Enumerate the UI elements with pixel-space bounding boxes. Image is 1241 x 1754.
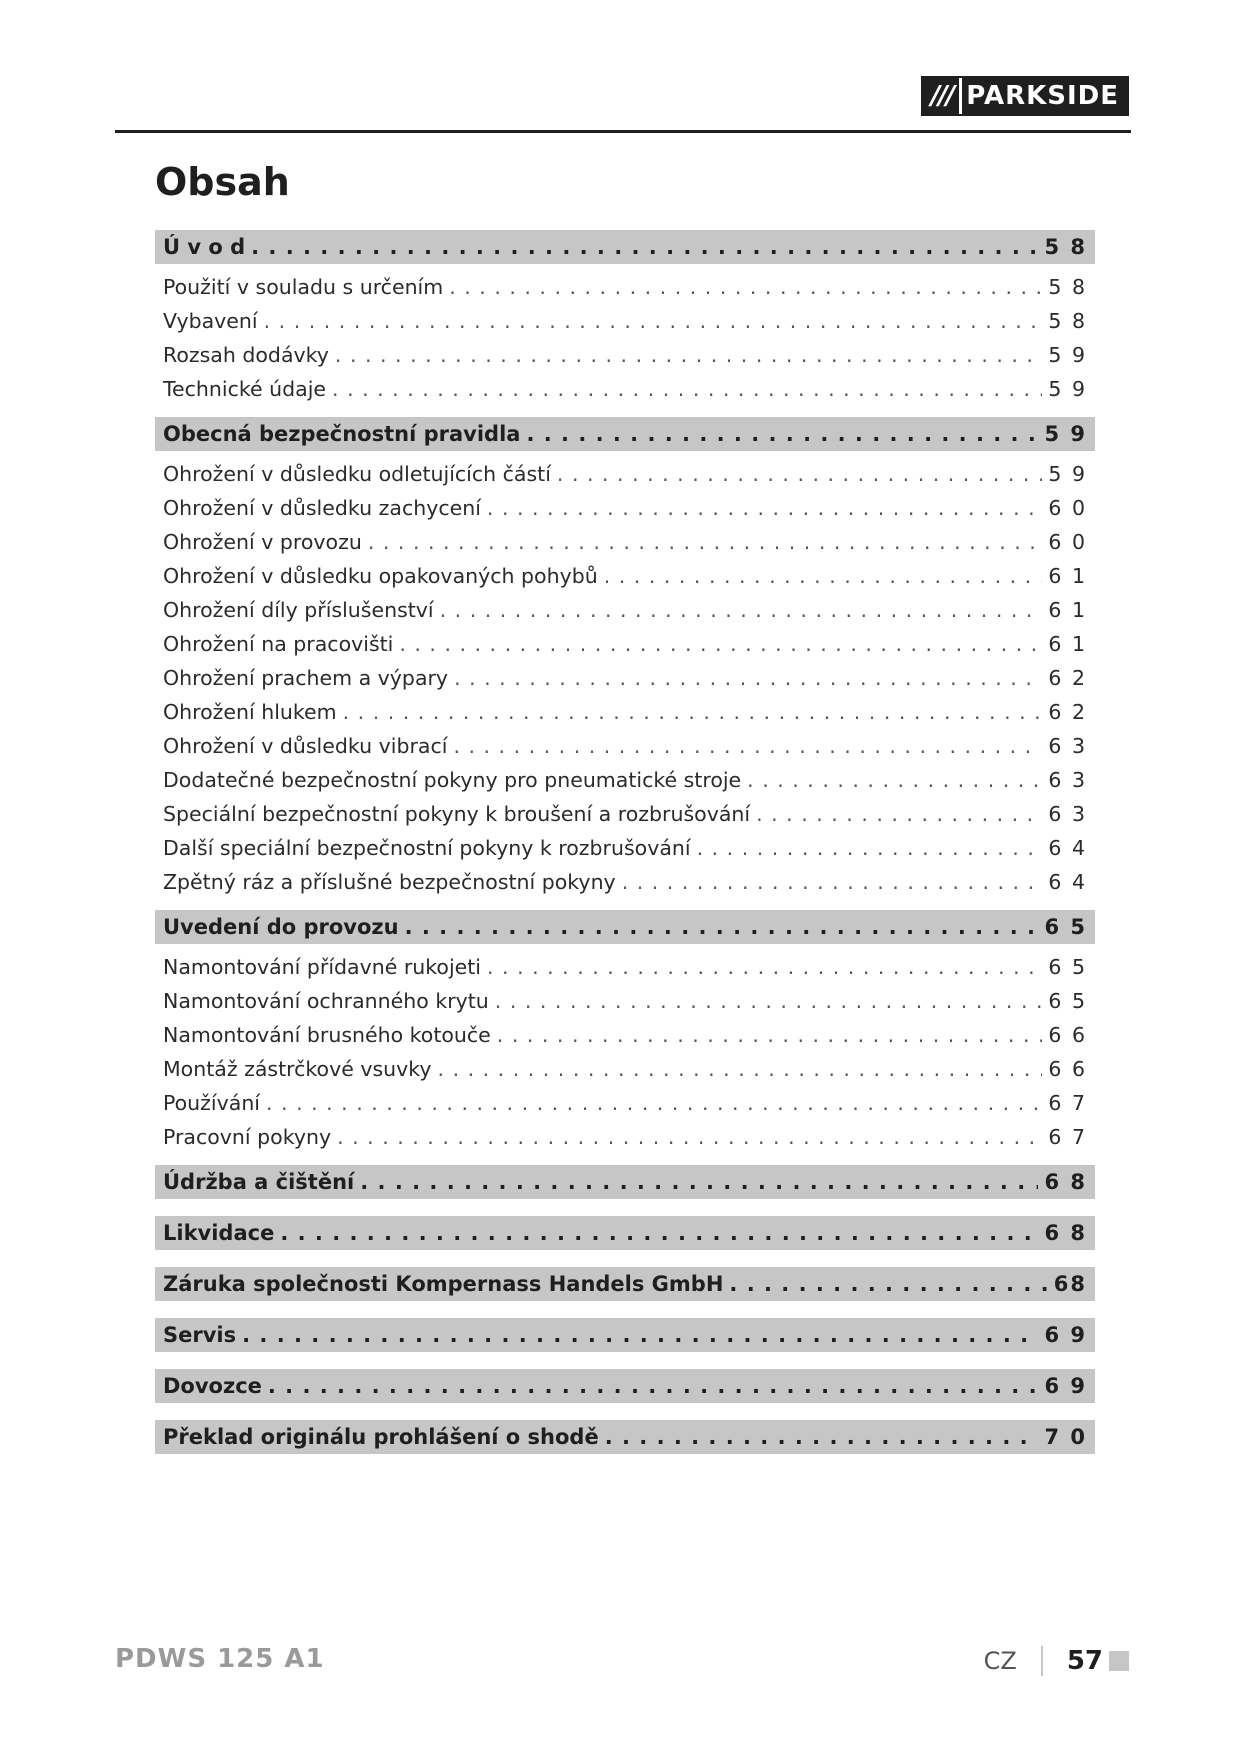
toc-entry-page: 6 8 — [1044, 1221, 1087, 1245]
header-rule — [115, 130, 1131, 133]
toc-section-heading[interactable] — [155, 1267, 1095, 1301]
toc-entry-label: Ohrožení prachem a výpary — [163, 666, 449, 690]
toc-entry-page: 5 9 — [1048, 343, 1087, 367]
toc-entry[interactable] — [155, 270, 1095, 304]
toc-dot-leader — [604, 564, 1043, 588]
toc-entry-page: 6 9 — [1044, 1323, 1087, 1347]
toc-entry-page: 6 1 — [1048, 632, 1087, 656]
toc-gap — [155, 1307, 1095, 1318]
toc-entry-page: 6 2 — [1048, 700, 1087, 724]
toc-entry[interactable] — [155, 661, 1095, 695]
toc-entry-label: Ú v o d — [163, 235, 246, 259]
toc-entry-label: Ohrožení v důsledku zachycení — [163, 496, 481, 520]
toc-entry-page: 5 9 — [1048, 377, 1087, 401]
table-of-contents — [155, 230, 1095, 1460]
toc-gap — [155, 406, 1095, 417]
footer-page-info — [984, 1644, 1129, 1678]
toc-dot-leader — [332, 377, 1042, 401]
toc-entry-page: 7 0 — [1044, 1425, 1087, 1449]
toc-dot-leader — [756, 802, 1042, 826]
toc-dot-leader — [264, 309, 1043, 333]
toc-entry-label: Montáž zástrčkové vsuvky — [163, 1057, 432, 1081]
toc-dot-leader — [337, 1125, 1042, 1149]
toc-entry[interactable] — [155, 593, 1095, 627]
toc-entry-label: Ohrožení v důsledku vibrací — [163, 734, 448, 758]
toc-entry-label: Vybavení — [163, 309, 258, 333]
toc-entry-page: 6 4 — [1048, 870, 1087, 894]
toc-entry[interactable] — [155, 457, 1095, 491]
toc-dot-leader — [487, 496, 1042, 520]
toc-entry-label: Pracovní pokyny — [163, 1125, 332, 1149]
toc-gap — [155, 1409, 1095, 1420]
toc-entry[interactable] — [155, 372, 1095, 406]
footer-separator — [1041, 1646, 1043, 1676]
toc-entry-label: Speciální bezpečnostní pokyny k broušení a rozbrušování — [163, 802, 751, 826]
toc-section-heading[interactable] — [155, 1318, 1095, 1352]
toc-gap — [155, 899, 1095, 910]
toc-dot-leader — [360, 1170, 1038, 1194]
toc-section-heading[interactable] — [155, 1420, 1095, 1454]
toc-dot-leader — [438, 1057, 1043, 1081]
toc-entry-page: 6 7 — [1048, 1125, 1087, 1149]
toc-entry-page: 6 3 — [1048, 768, 1087, 792]
toc-entry[interactable] — [155, 1052, 1095, 1086]
toc-entry-page: 6 2 — [1048, 666, 1087, 690]
toc-entry-page: 5 8 — [1044, 235, 1087, 259]
toc-entry-label: Obecná bezpečnostní pravidla — [163, 422, 521, 446]
footer-page-number: 57 — [1066, 1646, 1103, 1676]
footer-language: CZ — [983, 1647, 1017, 1675]
logo-slashes: /// — [930, 81, 954, 111]
toc-section-heading[interactable] — [155, 1216, 1095, 1250]
toc-section-heading[interactable] — [155, 1369, 1095, 1403]
toc-entry[interactable] — [155, 984, 1095, 1018]
toc-entry[interactable] — [155, 1120, 1095, 1154]
logo-brand-text: PARKSIDE — [959, 78, 1127, 114]
toc-entry[interactable] — [155, 559, 1095, 593]
toc-dot-leader — [495, 989, 1043, 1013]
toc-dot-leader — [454, 666, 1042, 690]
toc-entry[interactable] — [155, 1086, 1095, 1120]
toc-entry[interactable] — [155, 627, 1095, 661]
toc-entry-label: Ohrožení hlukem — [163, 700, 337, 724]
toc-entry-page: 6 5 — [1044, 915, 1087, 939]
toc-gap — [155, 1358, 1095, 1369]
toc-dot-leader — [242, 1323, 1038, 1347]
toc-gap — [155, 1154, 1095, 1165]
toc-entry[interactable] — [155, 729, 1095, 763]
toc-entry-label: Další speciální bezpečnostní pokyny k rozbrušování — [163, 836, 691, 860]
toc-dot-leader — [449, 275, 1042, 299]
toc-entry[interactable] — [155, 865, 1095, 899]
toc-entry-page: 5 8 — [1048, 309, 1087, 333]
toc-entry-label: Uvedení do provozu — [163, 915, 399, 939]
toc-dot-leader — [335, 343, 1042, 367]
toc-entry-label: Dovozce — [163, 1374, 262, 1398]
toc-dot-leader — [557, 462, 1042, 486]
toc-entry-page: 5 8 — [1048, 275, 1087, 299]
toc-entry-page: 6 3 — [1048, 734, 1087, 758]
toc-entry-page: 5 9 — [1048, 462, 1087, 486]
toc-entry-page: 6 3 — [1048, 802, 1087, 826]
toc-dot-leader — [368, 530, 1043, 554]
toc-dot-leader — [399, 632, 1042, 656]
page-title: Obsah — [155, 160, 290, 204]
toc-gap — [155, 1256, 1095, 1267]
toc-entry-label: Namontování přídavné rukojeti — [163, 955, 481, 979]
toc-entry-page: 6 0 — [1048, 496, 1087, 520]
toc-dot-leader — [268, 1374, 1039, 1398]
toc-entry-label: Technické údaje — [163, 377, 327, 401]
toc-entry-label: Zpětný ráz a příslušné bezpečnostní pokyny — [163, 870, 616, 894]
toc-dot-leader — [497, 1023, 1043, 1047]
toc-entry[interactable] — [155, 950, 1095, 984]
toc-entry[interactable] — [155, 797, 1095, 831]
parkside-logo — [921, 76, 1129, 116]
toc-dot-leader — [280, 1221, 1038, 1245]
toc-entry[interactable] — [155, 831, 1095, 865]
toc-entry-label: Ohrožení v důsledku opakovaných pohybů — [163, 564, 598, 588]
toc-entry-page: 68 — [1053, 1272, 1087, 1296]
toc-entry-label: Servis — [163, 1323, 237, 1347]
toc-dot-leader — [526, 422, 1038, 446]
toc-section-heading[interactable] — [155, 417, 1095, 451]
toc-entry-label: Použití v souladu s určením — [163, 275, 444, 299]
toc-entry-label: Záruka společnosti Kompernass Handels GmbH — [163, 1272, 724, 1296]
toc-entry-page: 6 1 — [1048, 564, 1087, 588]
toc-section-heading[interactable] — [155, 910, 1095, 944]
toc-entry[interactable] — [155, 525, 1095, 559]
toc-dot-leader — [251, 235, 1038, 259]
toc-entry-label: Ohrožení díly příslušenství — [163, 598, 434, 622]
toc-dot-leader — [747, 768, 1042, 792]
toc-entry-page: 6 5 — [1048, 955, 1087, 979]
toc-entry[interactable] — [155, 304, 1095, 338]
toc-gap — [155, 1454, 1095, 1460]
toc-dot-leader — [729, 1272, 1047, 1296]
toc-entry-page: 6 7 — [1048, 1091, 1087, 1115]
toc-entry-page: 6 8 — [1044, 1170, 1087, 1194]
toc-entry-label: Překlad originálu prohlášení o shodě — [163, 1425, 599, 1449]
toc-entry[interactable] — [155, 491, 1095, 525]
toc-dot-leader — [605, 1425, 1039, 1449]
toc-entry-label: Namontování ochranného krytu — [163, 989, 489, 1013]
footer-square-mark — [1109, 1651, 1129, 1671]
toc-dot-leader — [405, 915, 1039, 939]
toc-entry[interactable] — [155, 763, 1095, 797]
toc-entry-label: Používání — [163, 1091, 261, 1115]
toc-dot-leader — [697, 836, 1043, 860]
toc-dot-leader — [453, 734, 1042, 758]
footer-model-name: PDWS 125 A1 — [115, 1644, 325, 1674]
toc-entry-label: Likvidace — [163, 1221, 275, 1245]
toc-entry-label: Ohrožení v důsledku odletujících částí — [163, 462, 551, 486]
toc-entry-label: Rozsah dodávky — [163, 343, 329, 367]
toc-dot-leader — [266, 1091, 1042, 1115]
toc-entry-label: Údržba a čištění — [163, 1170, 355, 1194]
toc-entry[interactable] — [155, 695, 1095, 729]
toc-entry-page: 6 5 — [1048, 989, 1087, 1013]
toc-section-heading[interactable] — [155, 230, 1095, 264]
toc-entry-page: 6 6 — [1048, 1057, 1087, 1081]
toc-entry-page: 6 1 — [1048, 598, 1087, 622]
toc-entry-page: 6 4 — [1048, 836, 1087, 860]
toc-dot-leader — [487, 955, 1042, 979]
toc-entry-page: 6 0 — [1048, 530, 1087, 554]
toc-entry[interactable] — [155, 1018, 1095, 1052]
toc-entry-page: 5 9 — [1044, 422, 1087, 446]
toc-entry-page: 6 6 — [1048, 1023, 1087, 1047]
toc-entry-page: 6 9 — [1044, 1374, 1087, 1398]
toc-entry-label: Dodatečné bezpečnostní pokyny pro pneumatické stroje — [163, 768, 742, 792]
toc-dot-leader — [622, 870, 1043, 894]
toc-entry[interactable] — [155, 338, 1095, 372]
toc-entry-label: Namontování brusného kotouče — [163, 1023, 491, 1047]
toc-gap — [155, 1205, 1095, 1216]
toc-dot-leader — [343, 700, 1043, 724]
toc-dot-leader — [440, 598, 1043, 622]
toc-entry-label: Ohrožení v provozu — [163, 530, 362, 554]
toc-section-heading[interactable] — [155, 1165, 1095, 1199]
toc-entry-label: Ohrožení na pracovišti — [163, 632, 394, 656]
